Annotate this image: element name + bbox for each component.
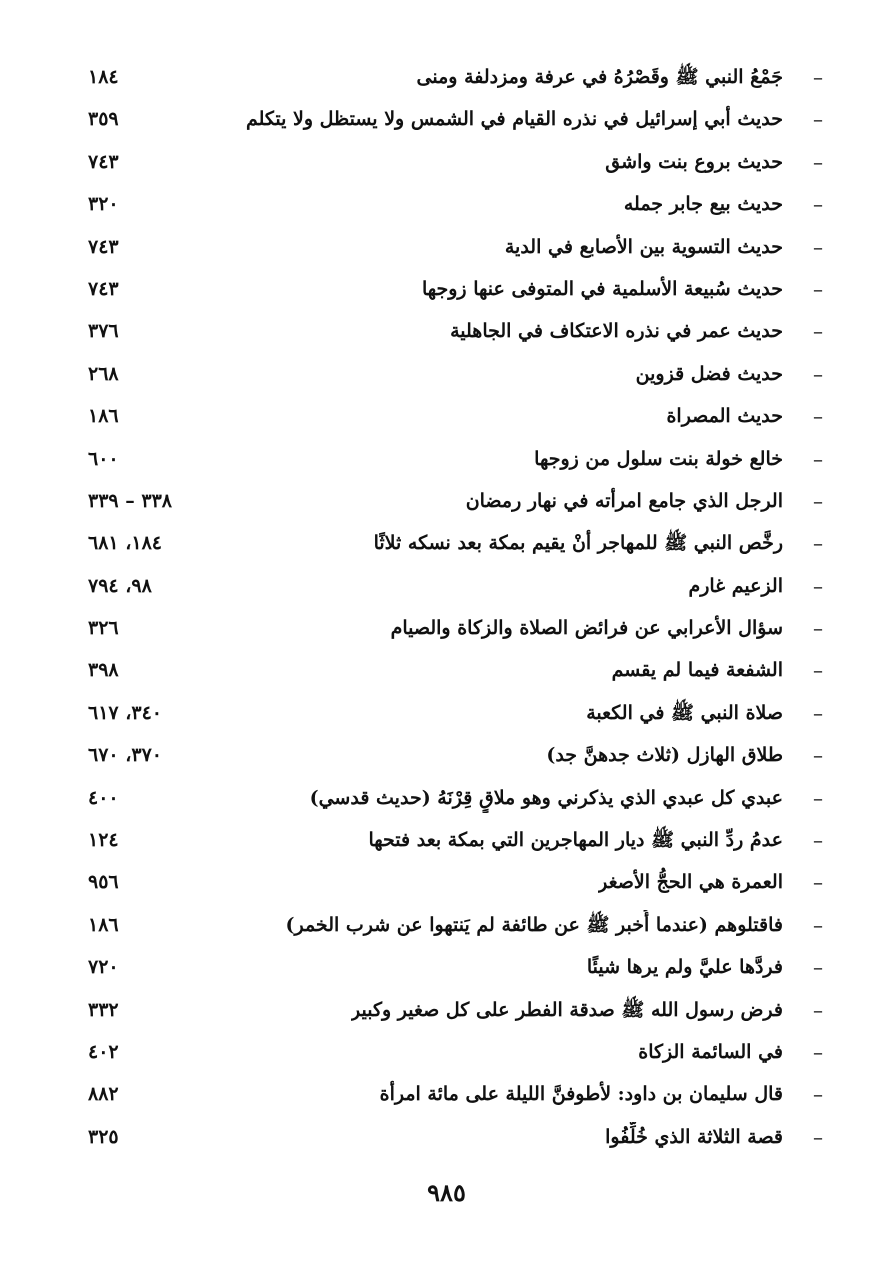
- entry-dash: –: [813, 234, 823, 259]
- entry-dash: –: [813, 446, 823, 471]
- entry-dash: –: [813, 1124, 823, 1149]
- entry-dash: –: [813, 616, 823, 641]
- entry-text: قال سليمان بن داود: لأطوفنَّ الليلة على مائة امرأة: [379, 1083, 783, 1106]
- entry-text: حديث فضل قزوين: [635, 362, 783, 385]
- index-entry: [0, 607, 893, 649]
- entry-page-numbers: ٧٤٣: [88, 150, 119, 173]
- entry-page-numbers: ١٨٤: [88, 66, 119, 88]
- entry-dash: –: [813, 700, 823, 725]
- index-entry: [0, 438, 893, 480]
- entry-dash: –: [813, 1082, 823, 1107]
- entry-page-numbers: ٦٠٠: [88, 447, 119, 470]
- entry-page-numbers: ٣٤٠، ٦١٧: [88, 701, 162, 724]
- index-entry: [0, 268, 893, 310]
- entry-text: خالع خولة بنت سلول من زوجها: [534, 447, 783, 470]
- index-entry: [0, 946, 893, 988]
- entry-dash: –: [813, 658, 823, 683]
- entry-dash: –: [813, 531, 823, 556]
- entry-dash: –: [813, 743, 823, 768]
- index-entry: [0, 861, 893, 903]
- index-entry: [0, 1073, 893, 1115]
- index-entry: [0, 565, 893, 607]
- entry-page-numbers: ٤٠٠: [88, 786, 119, 809]
- entry-dash: –: [813, 828, 823, 853]
- entry-dash: –: [813, 276, 823, 301]
- entry-dash: –: [813, 785, 823, 810]
- entry-text: سؤال الأعرابي عن فرائض الصلاة والزكاة والصيام: [390, 617, 783, 640]
- entry-dash: –: [813, 107, 823, 132]
- entry-dash: –: [813, 997, 823, 1022]
- entry-page-numbers: ٩٥٦: [88, 871, 119, 894]
- index-entry: [0, 310, 893, 352]
- entry-text: عبدي كل عبدي الذي يذكرني وهو ملاقٍ قِرْنَهُ (حديث قدسي): [309, 786, 783, 809]
- entry-dash: –: [813, 1039, 823, 1064]
- entry-dash: –: [813, 912, 823, 937]
- entry-dash: –: [813, 192, 823, 217]
- entry-dash: –: [813, 870, 823, 895]
- entry-text: فرض رسول الله ﷺ صدقة الفطر على كل صغير وكبير: [351, 998, 783, 1021]
- entry-page-numbers: ٢٦٨: [88, 362, 119, 385]
- index-entry: [0, 98, 893, 140]
- index-entry: [0, 183, 893, 225]
- entry-page-numbers: ٧٤٣: [88, 277, 119, 300]
- entry-dash: –: [813, 149, 823, 174]
- entry-page-numbers: ٧٢٠: [88, 956, 119, 979]
- index-list: [0, 56, 893, 1158]
- index-entry: [0, 480, 893, 522]
- entry-page-numbers: ٧٤٣: [88, 235, 119, 258]
- index-entry: [0, 1116, 893, 1158]
- entry-page-numbers: ١٢٤: [88, 829, 119, 852]
- entry-page-numbers: ١٨٦: [88, 913, 119, 936]
- entry-text: حديث التسوية بين الأصابع في الدية: [504, 235, 783, 258]
- index-entry: [0, 226, 893, 268]
- entry-page-numbers: ٣٢٥: [88, 1125, 119, 1148]
- entry-dash: –: [813, 361, 823, 386]
- index-entry: [0, 819, 893, 861]
- entry-text: الزعيم غارم: [688, 574, 783, 597]
- entry-text: حديث بروع بنت واشق: [605, 150, 783, 173]
- entry-text: حديث المصراة: [666, 405, 783, 428]
- entry-text: رخَّص النبي ﷺ للمهاجر أنْ يقيم بمكة بعد نسكه ثلاثًا: [373, 532, 783, 555]
- entry-page-numbers: ١٨٦: [88, 405, 119, 428]
- index-entry: [0, 649, 893, 691]
- entry-text: حديث أبي إسرائيل في نذره القيام في الشمس ولا يستظل ولا يتكلم: [245, 108, 783, 131]
- entry-dash: –: [813, 319, 823, 344]
- entry-page-numbers: ٣٢٦: [88, 617, 119, 640]
- entry-dash: –: [813, 573, 823, 598]
- entry-page-numbers: ٣٥٩: [88, 108, 119, 131]
- index-entry: [0, 141, 893, 183]
- entry-page-numbers: ٤٠٢: [88, 1040, 119, 1063]
- entry-dash: –: [813, 488, 823, 513]
- index-entry: [0, 1031, 893, 1073]
- index-entry: [0, 522, 893, 564]
- entry-page-numbers: ٣٣٨ – ٣٣٩: [88, 489, 172, 512]
- entry-page-numbers: ٩٨، ٧٩٤: [88, 574, 152, 597]
- index-entry: [0, 56, 893, 98]
- entry-page-numbers: ١٨٤، ٦٨١: [88, 532, 162, 555]
- entry-page-numbers: ٣٧٦: [88, 320, 119, 343]
- entry-text: قصة الثلاثة الذي خُلِّفُوا: [605, 1125, 783, 1148]
- index-entry: [0, 904, 893, 946]
- entry-text: طلاق الهازل (ثلاث جدهنَّ جد): [546, 744, 783, 767]
- entry-dash: –: [813, 955, 823, 980]
- entry-text: حديث سُبيعة الأسلمية في المتوفى عنها زوجها: [421, 277, 783, 300]
- entry-page-numbers: ٣٩٨: [88, 659, 119, 682]
- entry-text: فاقتلوهم (عندما أُخبر ﷺ عن طائفة لم يَنتهوا عن شرب الخمر): [285, 913, 783, 936]
- entry-page-numbers: ٨٨٢: [88, 1083, 119, 1106]
- entry-text: صلاة النبي ﷺ في الكعبة: [586, 701, 783, 724]
- index-entry: [0, 777, 893, 819]
- entry-text: العمرة هي الحجُّ الأصغر: [598, 871, 783, 894]
- index-entry: [0, 395, 893, 437]
- page-number: ٩٨٥: [427, 1178, 466, 1207]
- index-entry: [0, 734, 893, 776]
- entry-page-numbers: ٣٢٠: [88, 193, 119, 216]
- entry-text: عدمُ ردِّ النبي ﷺ ديار المهاجرين التي بمكة بعد فتحها: [368, 829, 783, 852]
- entry-text: فردَّها عليَّ ولم يرها شيئًا: [586, 956, 783, 979]
- index-entry: [0, 989, 893, 1031]
- entry-text: الشفعة فيما لم يقسم: [611, 659, 783, 682]
- entry-text: الرجل الذي جامع امرأته في نهار رمضان: [465, 489, 783, 512]
- index-entry: [0, 692, 893, 734]
- entry-page-numbers: ٣٣٢: [88, 998, 119, 1021]
- entry-text: حديث عمر في نذره الاعتكاف في الجاهلية: [450, 320, 783, 343]
- entry-text: في السائمة الزكاة: [638, 1040, 783, 1063]
- index-entry: [0, 353, 893, 395]
- entry-text: جَمْعُ النبي ﷺ وقَصْرُهُ في عرفة ومزدلفة ومنى: [416, 66, 783, 88]
- entry-text: حديث بيع جابر جمله: [623, 193, 783, 216]
- entry-page-numbers: ٣٧٠، ٦٧٠: [88, 744, 162, 767]
- entry-dash: –: [813, 65, 823, 89]
- entry-dash: –: [813, 404, 823, 429]
